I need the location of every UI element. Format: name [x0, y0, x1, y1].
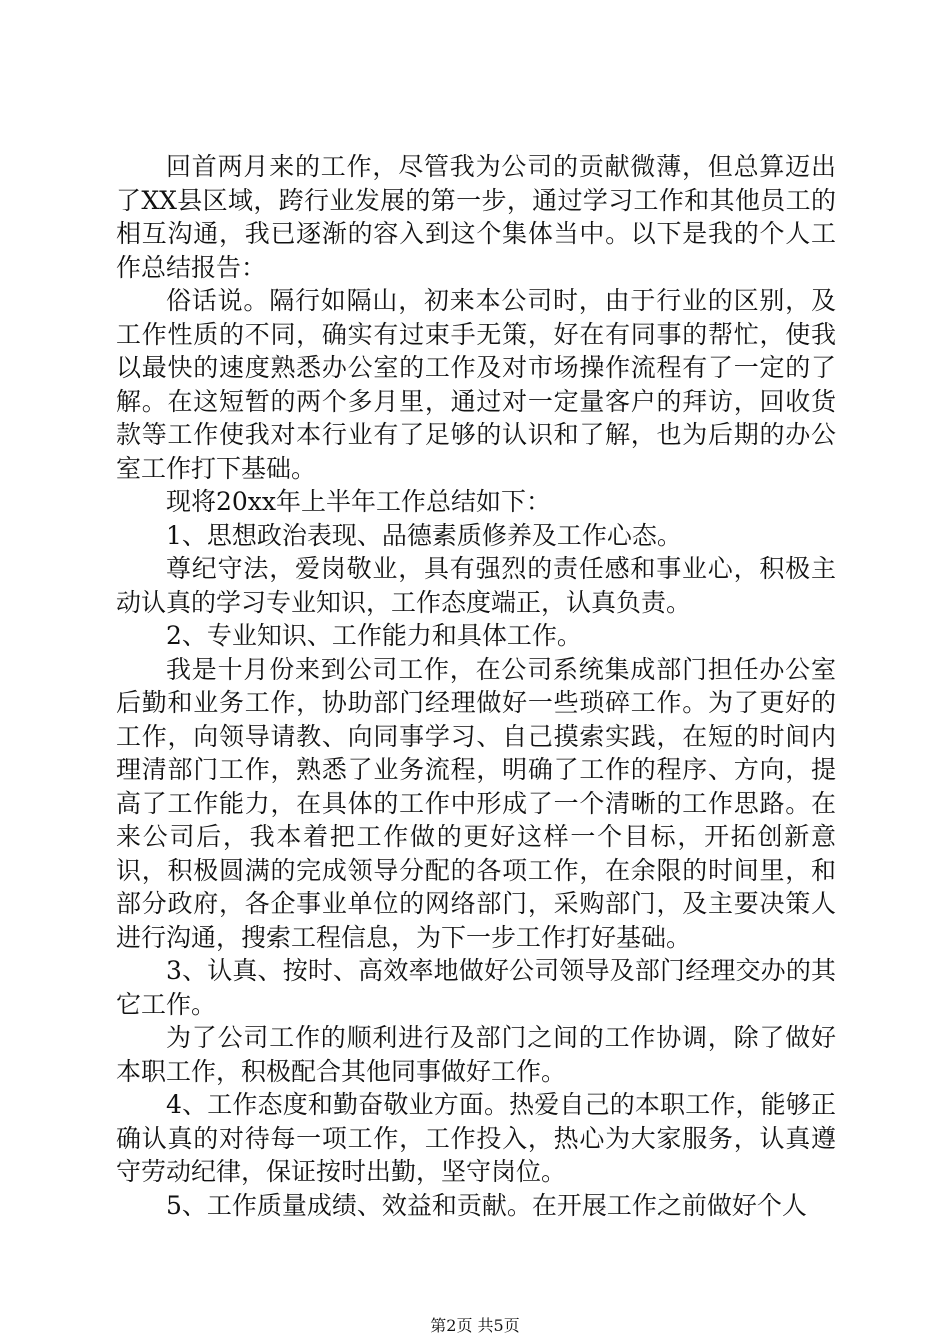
paragraph-section-3: 为了公司工作的顺利进行及部门之间的工作协调，除了做好本职工作，积极配合其他同事做好工作。	[116, 1023, 836, 1086]
paragraph-section-1: 尊纪守法，爱岗敬业，具有强烈的责任感和事业心，积极主动认真的学习专业知识，工作态度端正，认真负责。	[116, 554, 836, 617]
section-heading-3: 3、认真、按时、高效率地做好公司领导及部门经理交办的其它工作。	[116, 956, 836, 1019]
document-body	[116, 150, 836, 1222]
paragraph-intro: 回首两月来的工作，尽管我为公司的贡献微薄，但总算迈出了XX县区域，跨行业发展的第一步，通过学习工作和其他员工的相互沟通，我已逐渐的容入到这个集体当中。以下是我的个人工作总结报告：	[116, 152, 836, 282]
page-footer: 第2页 共5页	[430, 1316, 520, 1335]
paragraph-section-2: 我是十月份来到公司工作，在公司系统集成部门担任办公室后勤和业务工作，协助部门经理做好一些琐碎工作。为了更好的工作，向领导请教、向同事学习、自己摸索实践，在短的时间内理清部门工作，熟悉了业务流程，明确了工作的程序、方向，提高了工作能力，在具体的工作中形成了一个清晰的工作思路。在来公司后，我本着把工作做的更好这样一个目标，开拓创新意识，积极圆满的完成领导分配的各项工作，在余限的时间里，和部分政府，各企事业单位的网络部门，采购部门，及主要决策人进行沟通，搜索工程信息，为下一步工作打好基础。	[116, 654, 836, 952]
paragraph-saying: 俗话说。隔行如隔山，初来本公司时，由于行业的区别，及工作性质的不同，确实有过束手无策，好在有同事的帮忙，使我以最快的速度熟悉办公室的工作及对市场操作流程有了一定的了解。在这短暂的两个多月里，通过对一定量客户的拜访，回收货款等工作使我对本行业有了足够的认识和了解，也为后期的办公室工作打下基础。	[116, 286, 836, 483]
section-heading-4: 4、工作态度和勤奋敬业方面。热爱自己的本职工作，能够正确认真的对待每一项工作，工作投入，热心为大家服务，认真遵守劳动纪律，保证按时出勤，坚守岗位。	[116, 1090, 836, 1186]
section-heading-5: 5、工作质量成绩、效益和贡献。在开展工作之前做好个人	[166, 1190, 807, 1220]
section-heading-1: 1、思想政治表现、品德素质修养及工作心态。	[166, 520, 682, 550]
section-heading-2: 2、专业知识、工作能力和具体工作。	[166, 621, 582, 650]
paragraph-summary-lead: 现将20xx年上半年工作总结如下：	[166, 487, 552, 516]
